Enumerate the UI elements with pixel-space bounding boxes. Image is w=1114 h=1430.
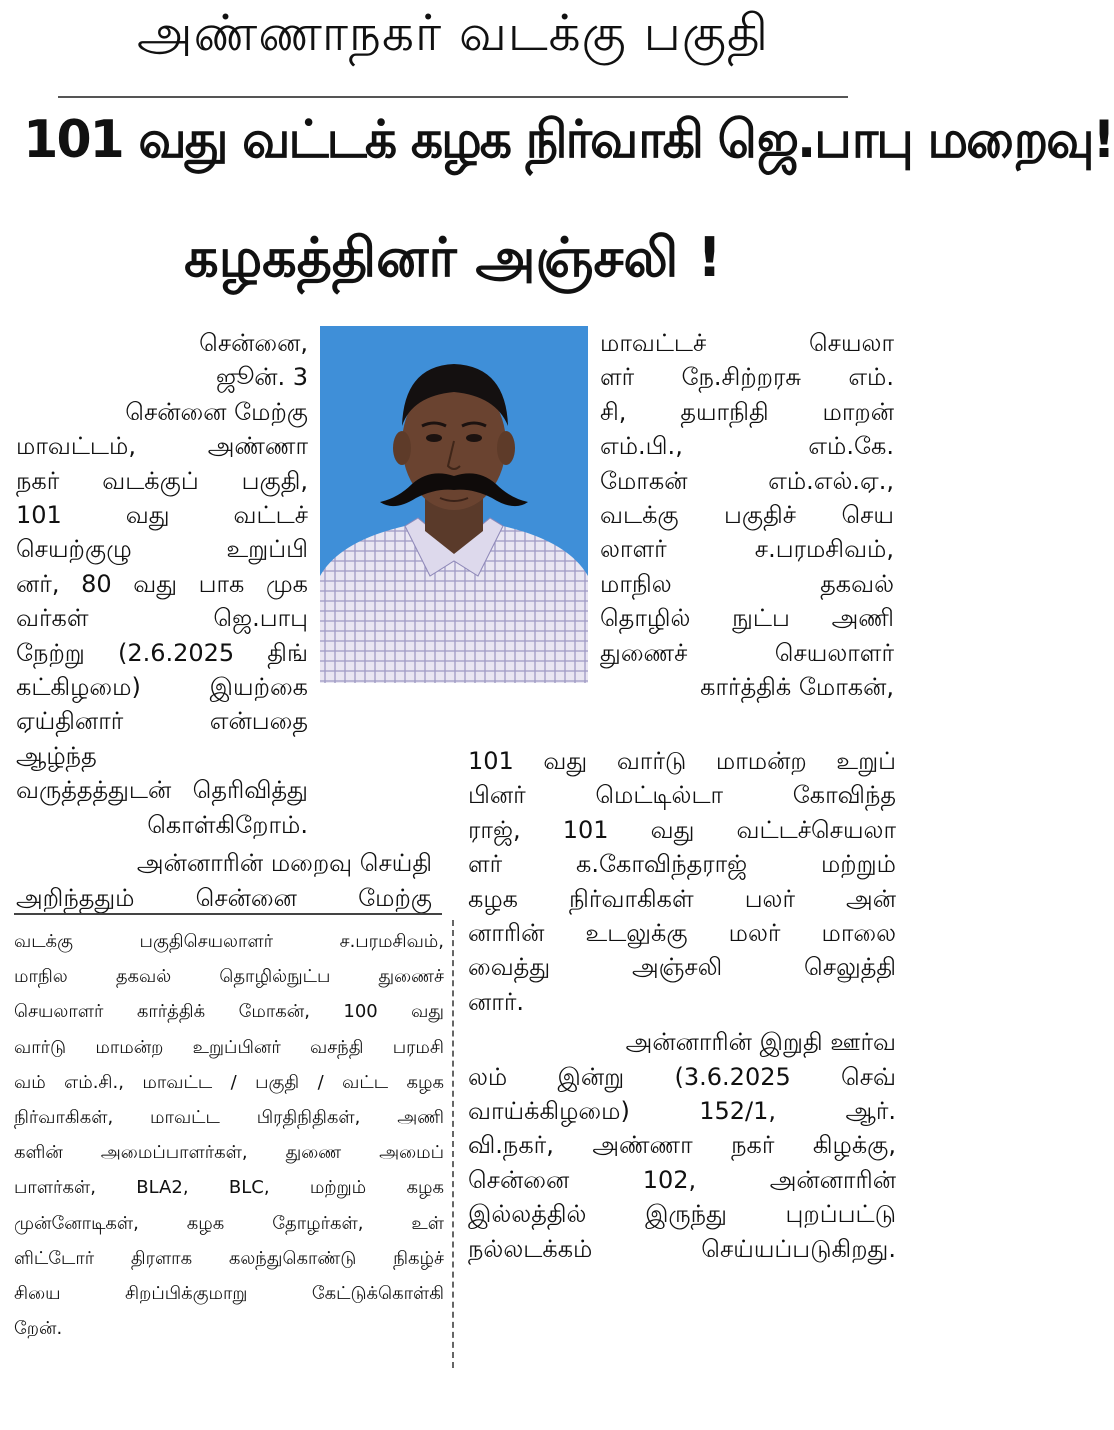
text-line: ராஜ், 101 வது வட்டச்செயலா bbox=[468, 815, 896, 844]
bottom-left-text bbox=[14, 924, 444, 1346]
text-line: அறிந்ததும் சென்னை மேற்கு bbox=[16, 883, 432, 912]
text-line: அன்னாரின் மறைவு செய்தி bbox=[136, 849, 432, 878]
portrait-illustration bbox=[320, 326, 588, 683]
text-line: வர்கள் ஜெ.பாபு bbox=[16, 604, 308, 633]
text-line: மாநில தகவல் bbox=[600, 569, 894, 598]
text-line: வடக்கு பகுதிச் செய bbox=[600, 501, 894, 530]
text-line: துணைச் செயலாளர் bbox=[600, 638, 894, 667]
text-line: மாவட்டச் செயலா bbox=[600, 329, 894, 357]
column-divider bbox=[452, 920, 454, 1368]
text-line: வைத்து அஞ்சலி செலுத்தி bbox=[468, 953, 896, 982]
text-line: வார்டு மாமன்ற உறுப்பினர் வசந்தி பரமசி bbox=[14, 1036, 444, 1058]
text-line: 101 வது வட்டச் bbox=[16, 501, 308, 530]
text-line: கார்த்திக் மோகன், bbox=[700, 673, 894, 702]
text-line: னர், 80 வது பாக முக bbox=[16, 569, 308, 598]
text-line: கட்கிழமை) இயற்கை bbox=[16, 673, 308, 702]
text-line: நேற்று (2.6.2025 திங் bbox=[16, 638, 308, 667]
text-line: அன்னாரின் இறுதி ஊர்வ bbox=[625, 1028, 896, 1057]
text-line: முன்னோடிகள், கழக தோழர்கள், உள் bbox=[14, 1212, 444, 1234]
text-line: நகர் வடக்குப் பகுதி, bbox=[16, 466, 308, 495]
text-line: றேன். bbox=[14, 1318, 63, 1340]
text-line: வடக்கு பகுதிசெயலாளர் ச.பரமசிவம், bbox=[14, 931, 444, 952]
section-title: அண்ணாநகர் வடக்கு பகுதி bbox=[137, 4, 769, 62]
text-line: சி, தயாநிதி மாறன் bbox=[600, 397, 894, 426]
text-line: 101 வது வார்டு மாமன்ற உறுப் bbox=[468, 747, 896, 775]
text-line: வருத்தத்துடன் தெரிவித்து bbox=[16, 776, 308, 805]
text-line: மாவட்டம், அண்ணா bbox=[16, 432, 308, 461]
text-line: தொழில் நுட்ப அணி bbox=[600, 604, 894, 633]
text-line: களின் அமைப்பாளர்கள், துணை அமைப் bbox=[14, 1142, 444, 1164]
left-column bbox=[16, 326, 432, 915]
text-line: வாய்க்கிழமை) 152/1, ஆர். bbox=[468, 1097, 896, 1126]
text-line: சியை சிறப்பிக்குமாறு கேட்டுக்கொள்கி bbox=[14, 1283, 444, 1305]
dateline-date: ஜூன். 3 bbox=[215, 363, 308, 392]
text-line: எம்.பி., எம்.கே. bbox=[600, 432, 894, 461]
text-line: செயலாளர் கார்த்திக் மோகன், 100 வது bbox=[14, 1001, 444, 1023]
text-line: மாநில தகவல் தொழில்நுட்ப துணைச் bbox=[14, 966, 444, 988]
text-line: லாளர் ச.பரமசிவம், bbox=[600, 535, 894, 564]
title-divider bbox=[58, 96, 848, 98]
text-line: ளர் நே.சிற்றரசு எம். bbox=[600, 363, 894, 392]
text-line: வி.நகர், அண்ணா நகர் கிழக்கு, bbox=[468, 1131, 896, 1160]
text-line: ஏய்தினார் என்பதை ஆழ்ந்த bbox=[16, 707, 308, 770]
text-line: நிர்வாகிகள், மாவட்ட பிரதிநிதிகள், அணி bbox=[14, 1107, 444, 1129]
text-line: இல்லத்தில் இருந்து புறப்பட்டு bbox=[468, 1200, 896, 1229]
right-column bbox=[600, 326, 894, 704]
text-line: சென்னை மேற்கு bbox=[125, 397, 308, 426]
dateline-city: சென்னை, bbox=[199, 329, 308, 357]
text-line: சென்னை 102, அன்னாரின் bbox=[468, 1165, 896, 1194]
headline-line-2: கழகத்தினர் அஞ்சலி ! bbox=[184, 226, 722, 289]
text-line: ளிட்டோர் திரளாக கலந்துகொண்டு நிகழ்ச் bbox=[14, 1247, 444, 1269]
text-line: ளர் க.கோவிந்தராஜ் மற்றும் bbox=[468, 850, 896, 879]
text-line: கொள்கிறோம். bbox=[147, 810, 308, 839]
text-line: கழக நிர்வாகிகள் பலர் அன் bbox=[468, 884, 896, 913]
portrait-photo bbox=[320, 326, 588, 683]
headline-line-1: 101 வது வட்டக் கழக நிர்வாகி ஜெ.பாபு மறைவு! bbox=[23, 110, 1114, 170]
text-line: பாளர்கள், BLA2, BLC, மற்றும் கழக bbox=[14, 1177, 444, 1199]
section-divider bbox=[14, 913, 442, 915]
text-line: நல்லடக்கம் செய்யப்படுகிறது. bbox=[468, 1234, 896, 1263]
text-line: னாரின் உடலுக்கு மலர் மாலை bbox=[468, 919, 896, 948]
text-line: லம் இன்று (3.6.2025 செவ் bbox=[468, 1062, 896, 1091]
right-column-lower bbox=[468, 744, 896, 1266]
text-line: னார். bbox=[468, 987, 524, 1016]
text-line: பினர் மெட்டில்டா கோவிந்த bbox=[468, 781, 896, 810]
text-line: செயற்குழு உறுப்பி bbox=[16, 535, 308, 564]
text-line: வம் எம்.சி., மாவட்ட / பகுதி / வட்ட கழக bbox=[14, 1071, 444, 1093]
text-line: மோகன் எம்.எல்.ஏ., bbox=[600, 466, 894, 495]
